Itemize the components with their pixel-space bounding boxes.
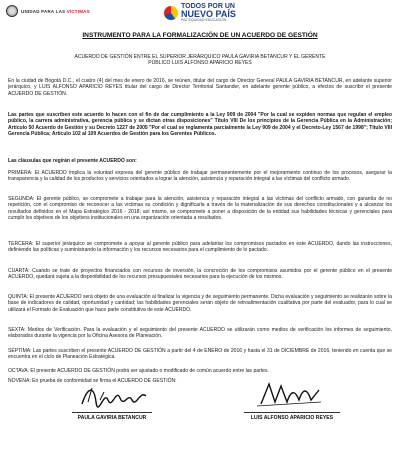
clause-novena: NOVENA: En prueba de conformidad se firma el ACUERDO DE GESTIÓN: — [8, 378, 177, 384]
clause-tercera: TERCERA: El superior jerárquico se compromete a apoyar al gerente público para adelantar los compromisos pactados en este ACUERDO, dando las instrucciones, definiendo las políticas y suministrando la información y los recursos necesarios para el cumplimiento de lo pactado. — [8, 241, 392, 254]
document-title: INSTRUMENTO PARA LA FORMALIZACIÓN DE UN ACUERDO DE GESTIÓN — [82, 32, 318, 39]
slogan-line-2: NUEVO PAÍS — [181, 9, 236, 19]
clause-octava: OCTAVA: El presente ACUERDO DE GESTIÓN podrá ser ajustado o modificado de común acuerdo entre las partes. — [8, 368, 269, 374]
signature-line-left — [72, 412, 152, 413]
unit-name-prefix: UNIDAD PARA LAS — [21, 8, 66, 14]
slogan — [181, 3, 236, 23]
clause-segunda: SEGUNDA: El gerente público, se compromete a trabajar para la atención, asistencia y reparación integral a las víctimas del conflicto armado, con garantía de no repetición, con el compromiso de reconocer a las víctimas su condición y dignificarla a través de la materialización de sus derechos constitucionales y a alcanzar los resultados definidos en el Mapa Estratégico 2016 - 2018; así mismo, se compromete a poner a disposición de la entidad sus habilidades técnicas y gerenciales para cumplir los objetivos de los objetivos institucionales en una organización orientada a resultados. — [8, 196, 392, 222]
slogan-line-1: TODOS POR UN — [181, 3, 235, 10]
signature-line-right — [244, 412, 340, 413]
agreement-heading: ACUERDO DE GESTIÓN ENTRE EL SUPERIOR JERÁRQUICO PAULA GAVIRIA BETANCUR Y EL GERENTE PÚBLICO LUIS ALFONSO APARICIO REYES — [74, 54, 326, 67]
signatory-left-name: PAULA GAVIRIA BETANCUR — [77, 415, 147, 421]
signature-right-scribble — [255, 380, 325, 410]
signatory-right-name: LUIS ALFONSO APARICIO REYES — [250, 415, 334, 421]
paragraph-legal-basis: Las partes que suscriben este acuerdo lo hacen con el fin de dar cumplimiento a la Ley 909 de 2004 "Por la cual se expiden normas que regulan el empleo público, la carrera administrativa, gerencia pública y se dictan otras disposiciones" Título VIII De los principios de la Gerencia Pública en la Administración; Artículo 50 Acuerdo de Gestión y su Decreto 1227 de 2005 "Por el cual se reglamenta parcialmente la Ley 909 de 2004 y el Decreto-Ley 1567 de 1998"; Título VIII Gerencia Pública; Artículo 102 al 109 Acuerdos de Gestión para los Gerentes Públicos. — [8, 112, 392, 138]
clause-septima: SÉPTIMA: Las partes suscriben el presente ACUERDO DE GESTIÓN a partir del 4 de ENERO de 2016 y hasta el 31 de DICIEMBRE de 2016, teniendo en cuenta que se encuentra en el ciclo de Planeación Estratégica. — [8, 348, 392, 361]
government-slogan-logo — [164, 3, 236, 23]
signature-left-scribble — [78, 382, 150, 410]
clause-cuarta: CUARTA: Cuando se trate de proyectos financiados con recursos de inversión, la concreción de los compromisos asumidos por el gerente público en el presente ACUERDO, quedará sujeta a la disponibilidad de los recursos presupuestales necesarios para la ejecución de los mismos. — [8, 268, 392, 281]
paragraph-clauses-intro: Las cláusulas que regirán el presente ACUERDO son: — [8, 158, 137, 164]
clause-quinta: QUINTA: El presente ACUERDO será objeto de una evaluación al finalizar la vigencia y de seguimiento permanente. Dicha evaluación y seguimiento se realizarán sobre la base de indicadores de calidad, oportunidad y cantidad; las habilidades gerenciales serán objeto de retroalimentación cualitativa por parte del evaluador, para lo cual se utilizará el Formato de Evaluación que hace parte constitutiva de este ACUERDO. — [8, 294, 392, 313]
unit-logo — [6, 5, 90, 17]
slogan-line-3: PAZ EQUIDAD EDUCACIÓN — [181, 18, 227, 22]
coat-of-arms-icon — [6, 5, 18, 17]
flag-icon — [164, 6, 178, 20]
paragraph-intro: En la ciudad de Bogotá D.C., el cuatro (4) del mes de enero de 2016, se reúnen, titular del cargo de Director General PAULA GAVIRIA BETANCUR, en adelante superior jerárquico, y LUIS ALFONSO APARICIO REYES titular del cargo de Director Territorial Santander, en adelante gerente público, a efectos de suscribir el presente ACUERDO DE GESTIÓN. — [8, 78, 392, 97]
document-header — [6, 3, 394, 29]
clause-primera: PRIMERA: El ACUERDO implica la voluntad expresa del gerente público de trabajar permanentemente por el mejoramiento continuo de los procesos, asegurar la transparencia y la calidad de los productos y servicios orientados a lograr la atención, asistencia y reparación integral a las víctimas del conflicto armado. — [8, 170, 392, 183]
unit-name — [21, 9, 90, 14]
unit-name-accent: VÍCTIMAS — [66, 8, 90, 14]
signature-area — [0, 368, 400, 450]
clause-sexta: SEXTA: Medios de Verificación. Para la evaluación y el seguimiento del presente ACUERDO se utilizarán como medios de verificación los informes de seguimiento, elaborados durante la vigencia por la Oficina Asesora de Planeación. — [8, 327, 392, 340]
